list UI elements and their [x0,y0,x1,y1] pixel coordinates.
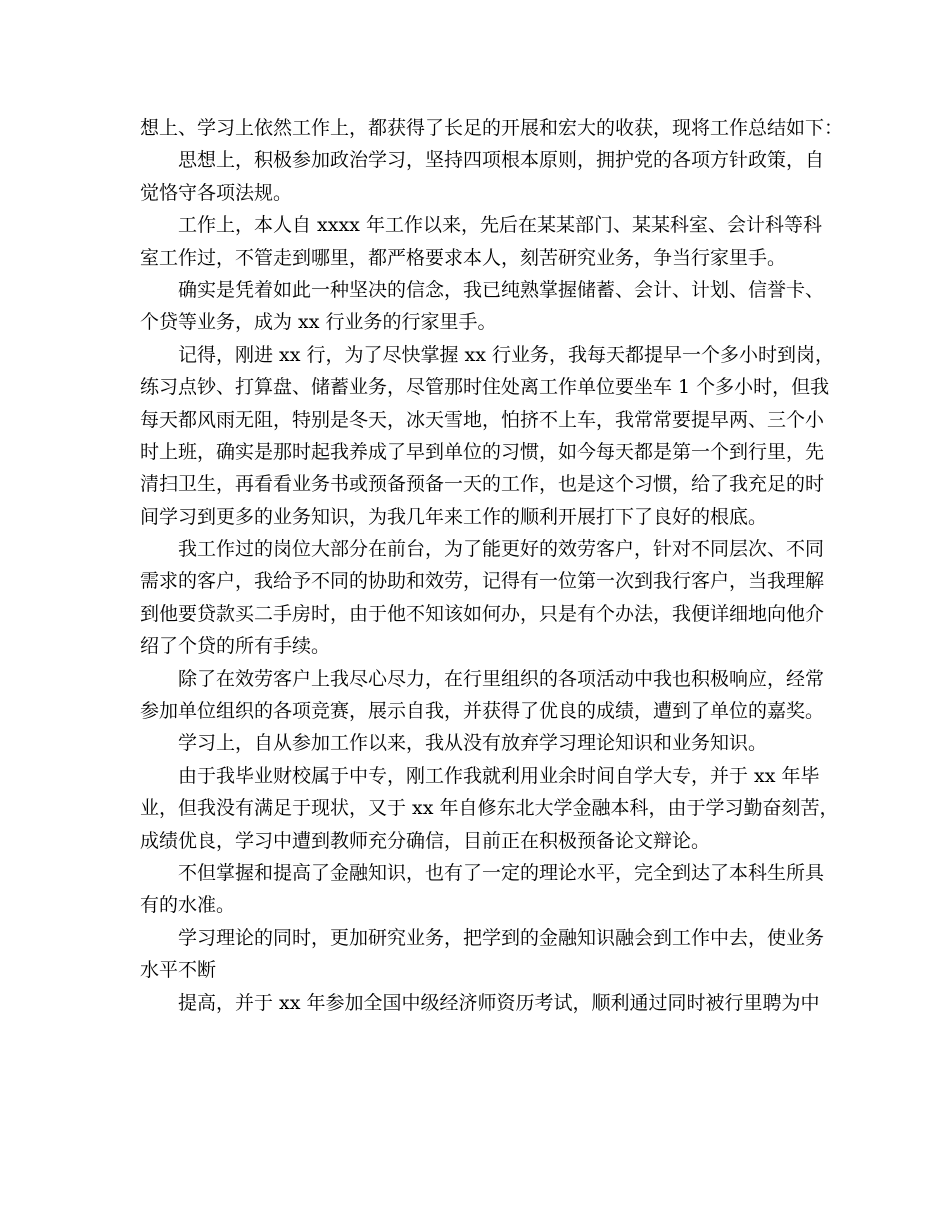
text-line: 练习点钞、打算盘、储蓄业务，尽管那时住处离工作单位要坐车 1 个多小时，但我 [140,376,830,399]
text-line: 工作上，本人自 xxxx 年工作以来，先后在某某部门、某某科室、会计科等科 [178,214,822,237]
text-line: 每天都风雨无阻，特别是冬天，冰天雪地，怕挤不上车，我常常要提早两、三个小 [140,408,825,431]
text-line: 需求的客户，我给予不同的协助和效劳，记得有一位第一次到我行客户，当我理解 [140,570,825,593]
text-line: 除了在效劳客户上我尽心尽力，在行里组织的各项活动中我也积极响应，经常 [178,667,825,690]
text-line: 记得，刚进 xx 行，为了尽快掌握 xx 行业务，我每天都提早一个多小时到岗， [178,343,835,366]
text-line: 成绩优良，学习中遭到教师充分确信，目前正在积极预备论文辩论。 [140,829,711,852]
text-line: 水平不断 [140,959,217,982]
text-line: 时上班，确实是那时起我养成了早到单位的习惯，如今每天都是第一个到行里，先 [140,440,825,463]
text-line: 到他要贷款买二手房时，由于他不知该如何办，只是有个办法，我便详细地向他介 [140,602,825,625]
text-line: 我工作过的岗位大部分在前台，为了能更好的效劳客户，针对不同层次、不同 [178,538,825,561]
text-line: 参加单位组织的各项竞赛，展示自我，并获得了优良的成绩，遭到了单位的嘉奖。 [140,700,825,723]
document-body [140,112,844,1019]
text-line: 间学习到更多的业务知识，为我几年来工作的顺利开展打下了良好的根底。 [140,505,768,528]
text-line: 确实是凭着如此一种坚决的信念，我已纯熟掌握储蓄、会计、计划、信誉卡、 [178,278,825,301]
text-line: 觉恪守各项法规。 [140,181,293,204]
text-line: 绍了个贷的所有手续。 [140,635,331,658]
text-line: 提高，并于 xx 年参加全国中级经济师资历考试，顺利通过同时被行里聘为中 [178,991,820,1014]
text-line: 由于我毕业财校属于中专，刚工作我就利用业余时间自学大专，并于 xx 年毕 [178,764,820,787]
text-line: 业，但我没有满足于现状，又于 xx 年自修东北大学金融本科，由于学习勤奋刻苦， [140,797,839,820]
text-line: 学习上，自从参加工作以来，我从没有放弃学习理论知识和业务知识。 [178,732,768,755]
text-line: 有的水准。 [140,894,236,917]
text-line: 学习理论的同时，更加研究业务，把学到的金融知识融会到工作中去，使业务 [178,926,825,949]
text-line: 思想上，积极参加政治学习，坚持四项根本原则，拥护党的各项方针政策，自 [178,149,825,172]
text-line: 不但掌握和提高了金融知识，也有了一定的理论水平，完全到达了本科生所具 [178,861,825,884]
text-line: 清扫卫生，再看看业务书或预备预备一天的工作，也是这个习惯，给了我充足的时 [140,473,825,496]
text-line: 室工作过，不管走到哪里，都严格要求本人，刻苦研究业务，争当行家里手。 [140,246,787,269]
text-line: 个贷等业务，成为 xx 行业务的行家里手。 [140,311,497,334]
text-line: 想上、学习上依然工作上，都获得了长足的开展和宏大的收获，现将工作总结如下： [140,117,844,139]
